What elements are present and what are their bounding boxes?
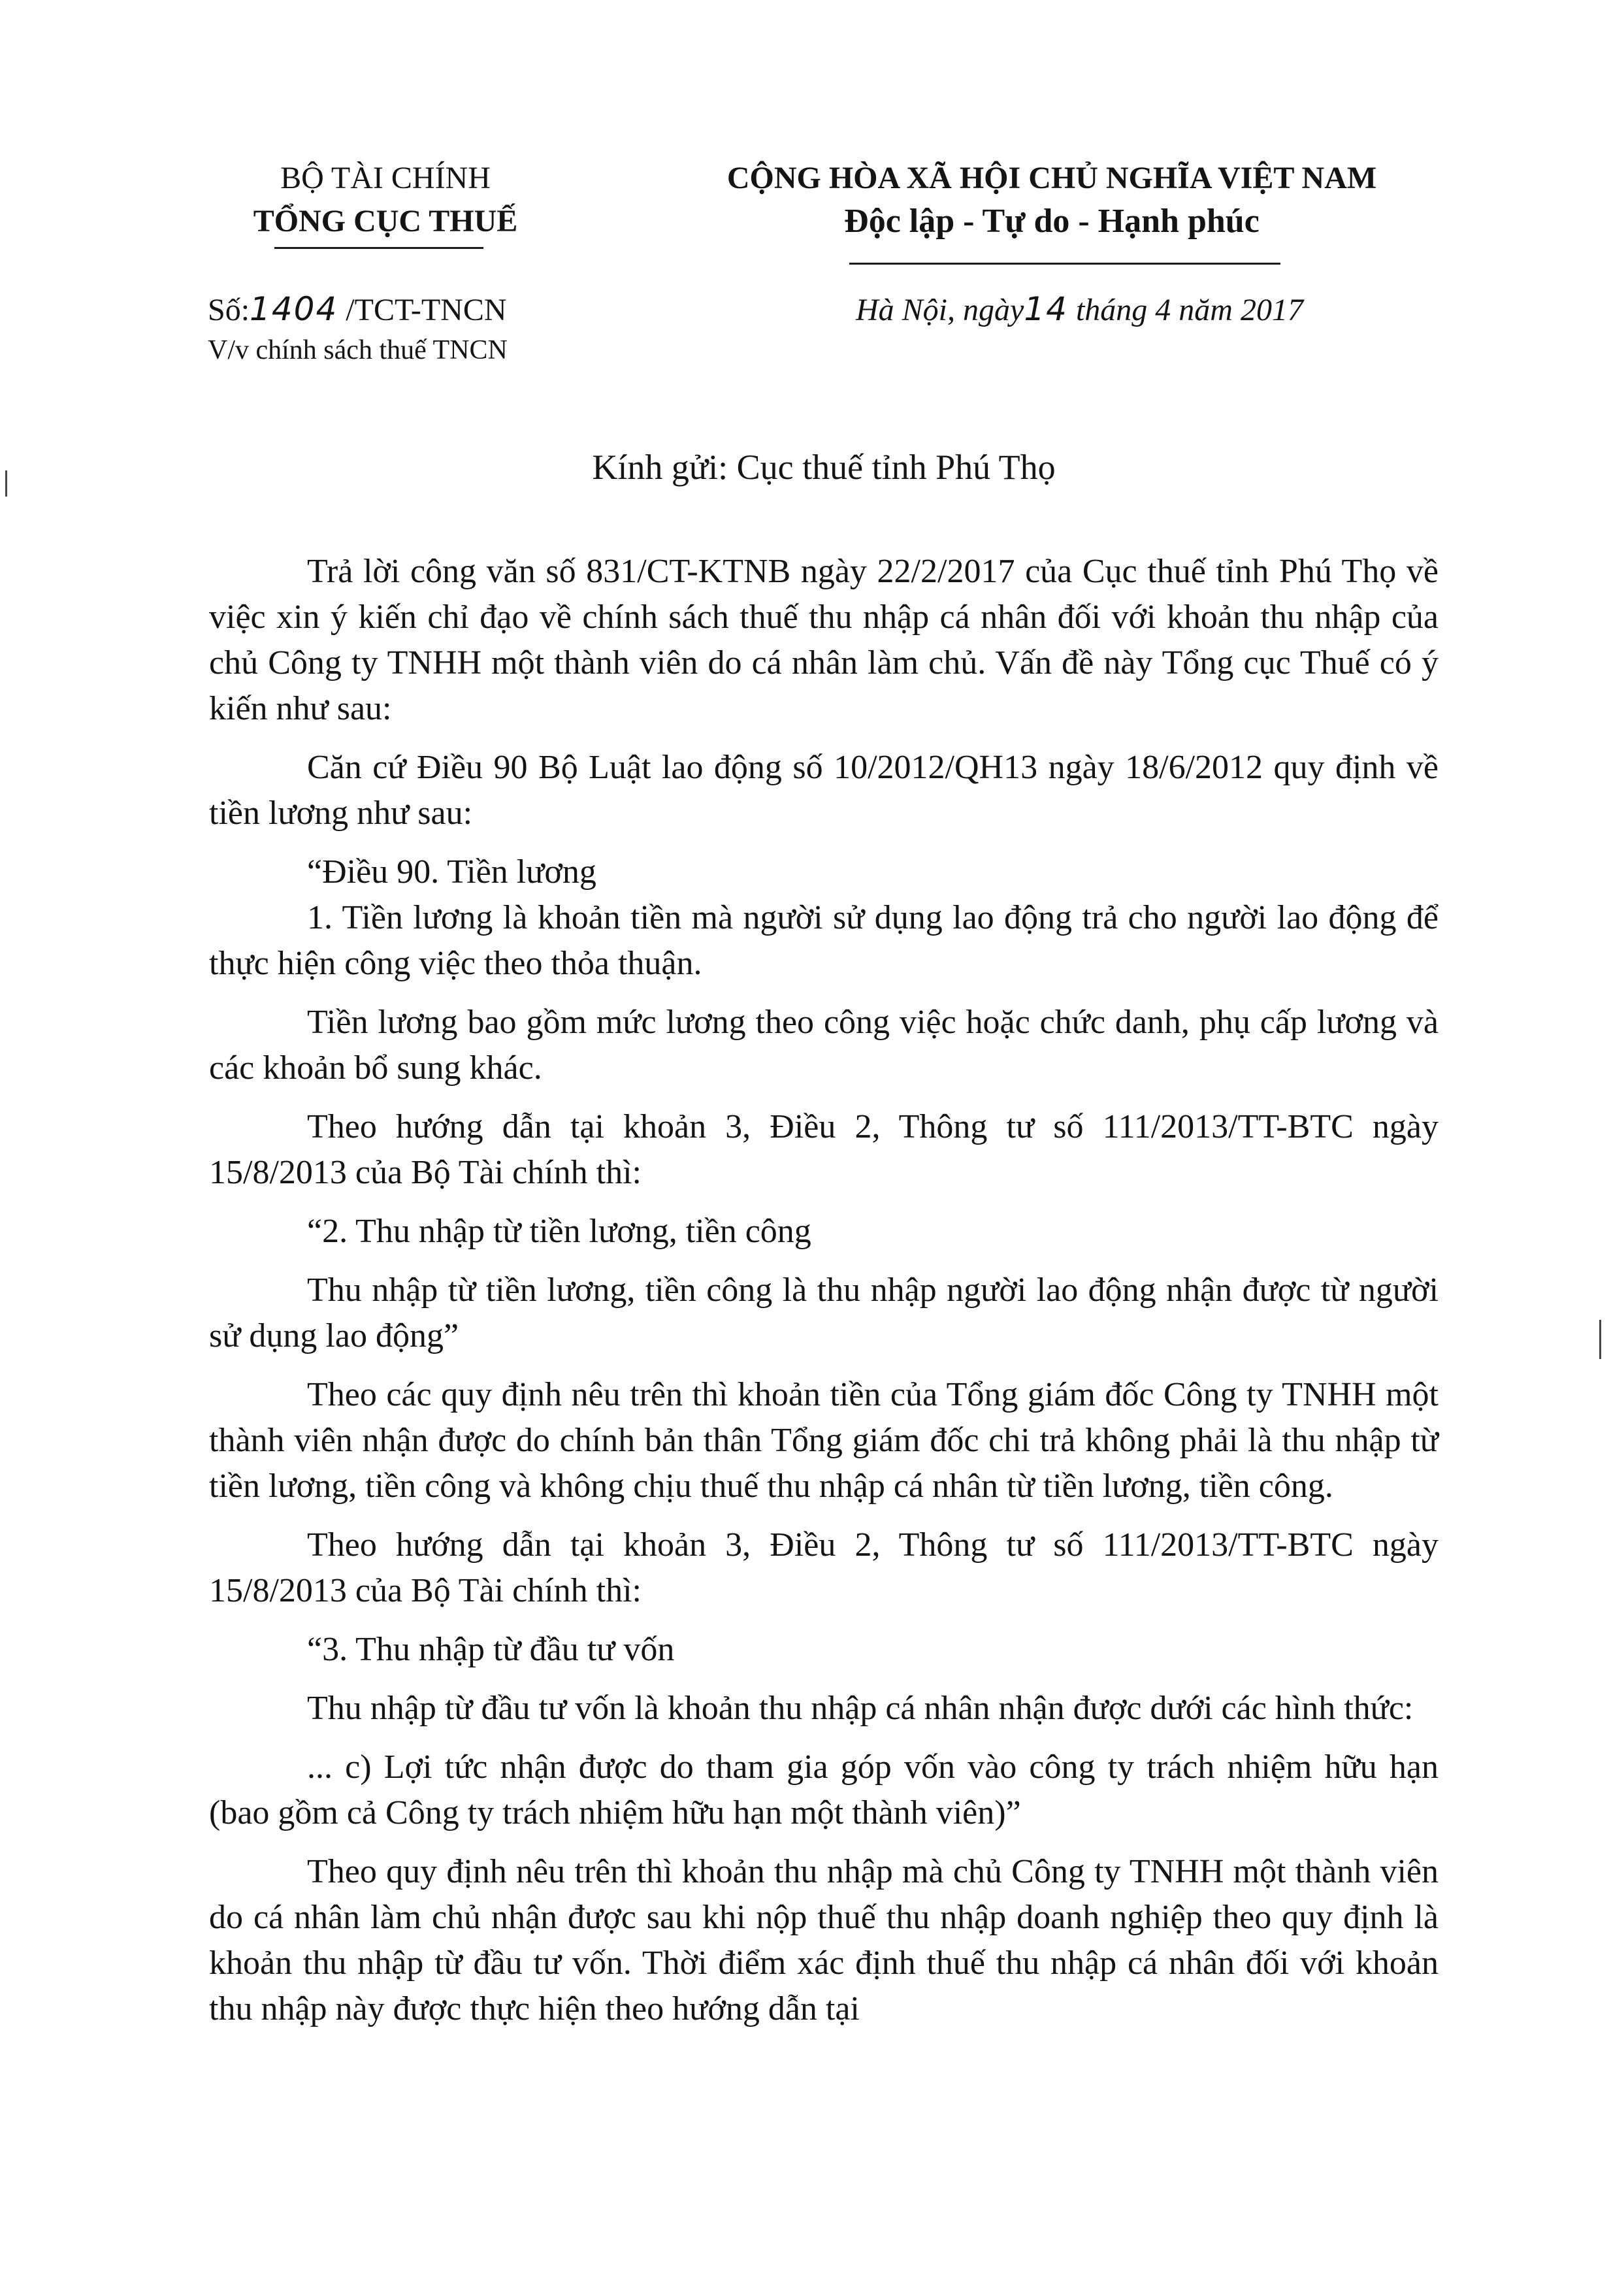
place-date-suffix: tháng 4 năm 2017 xyxy=(1075,293,1303,327)
paragraph-7: “2. Thu nhập từ tiền lương, tiền công xyxy=(307,1213,811,1250)
paragraph-11: “3. Thu nhập từ đầu tư vốn xyxy=(307,1631,675,1668)
paragraph-9: Theo các quy định nêu trên thì khoản tiền của Tổng giám đốc Công ty TNHH một thành viên nhận được do chính bản thân Tổng giám đốc chi trả không phải là thu nhập từ tiền lương, tiền công và không chịu thuế thu nhập cá nhân từ tiền lương, tiền công. xyxy=(209,1376,1439,1505)
country-name: CỘNG HÒA XÃ HỘI CHỦ NGHĨA VIỆT NAM xyxy=(726,161,1377,195)
paragraph-3: “Điều 90. Tiền lương xyxy=(307,853,596,891)
paragraph-8: Thu nhập từ tiền lương, tiền công là thu nhập người lao động nhận được từ người sử dụng lao động” xyxy=(209,1271,1439,1354)
header-right xyxy=(666,157,1437,243)
national-motto: Độc lập - Tự do - Hạnh phúc xyxy=(844,203,1260,240)
place-date-prefix: Hà Nội, ngày xyxy=(856,293,1024,327)
doc-number-prefix: Số: xyxy=(208,293,250,327)
document-number xyxy=(208,287,626,332)
right-header-underline xyxy=(849,263,1280,265)
scan-mark-right xyxy=(1599,1320,1601,1359)
header-left xyxy=(196,157,575,243)
paragraph-4: 1. Tiền lương là khoản tiền mà người sử dụng lao động trả cho người lao động để thực hiện công việc theo thỏa thuận. xyxy=(209,899,1439,982)
paragraph-12: Thu nhập từ đầu tư vốn là khoản thu nhập cá nhân nhận được dưới các hình thức: xyxy=(307,1690,1414,1727)
scan-mark-left xyxy=(5,470,7,497)
paragraph-13: ... c) Lợi tức nhận được do tham gia góp vốn vào công ty trách nhiệm hữu hạn (bao gồm cả Công ty trách nhiệm hữu hạn một thành viên)” xyxy=(209,1748,1439,1831)
paragraph-10: Theo hướng dẫn tại khoản 3, Điều 2, Thông tư số 111/2013/TT-BTC ngày 15/8/2013 của Bộ Tài chính thì: xyxy=(209,1526,1439,1609)
recipient: Kính gửi: Cục thuế tỉnh Phú Thọ xyxy=(592,448,1056,487)
paragraph-1: Trả lời công văn số 831/CT-KTNB ngày 22/2/2017 của Cục thuế tỉnh Phú Thọ về việc xin ý kiến chỉ đạo về chính sách thuế thu nhập cá nhân đối với khoản thu nhập của chủ Công ty TNHH một thành viên do cá nhân làm chủ. Vấn đề này Tổng cục Thuế có ý kiến như sau: xyxy=(209,553,1439,727)
day-handwritten: 14 xyxy=(1024,290,1068,328)
department-name: TỔNG CỤC THUẾ xyxy=(253,204,518,238)
ministry-name: BỘ TÀI CHÍNH xyxy=(280,161,491,195)
paragraph-5: Tiền lương bao gồm mức lương theo công việc hoặc chức danh, phụ cấp lương và các khoản bổ sung khác. xyxy=(209,1004,1439,1087)
paragraph-6: Theo hướng dẫn tại khoản 3, Điều 2, Thông tư số 111/2013/TT-BTC ngày 15/8/2013 của Bộ Tài chính thì: xyxy=(209,1108,1439,1191)
paragraph-14: Theo quy định nêu trên thì khoản thu nhập mà chủ Công ty TNHH một thành viên do cá nhân làm chủ nhận được sau khi nộp thuế thu nhập doanh nghiệp theo quy định là khoản thu nhập từ đầu tư vốn. Thời điểm xác định thuế thu nhập cá nhân đối với khoản thu nhập này được thực hiện theo hướng dẫn tại xyxy=(209,1853,1439,2027)
document-subject: V/v chính sách thuế TNCN xyxy=(208,335,508,365)
doc-number-suffix: /TCT-TNCN xyxy=(346,293,507,327)
left-header-underline xyxy=(274,247,483,249)
document-body xyxy=(209,549,1439,2032)
place-date xyxy=(856,287,1431,332)
paragraph-2: Căn cứ Điều 90 Bộ Luật lao động số 10/2012/QH13 ngày 18/6/2012 quy định về tiền lương như sau: xyxy=(209,749,1439,832)
doc-number-handwritten: 1404 xyxy=(250,290,338,328)
